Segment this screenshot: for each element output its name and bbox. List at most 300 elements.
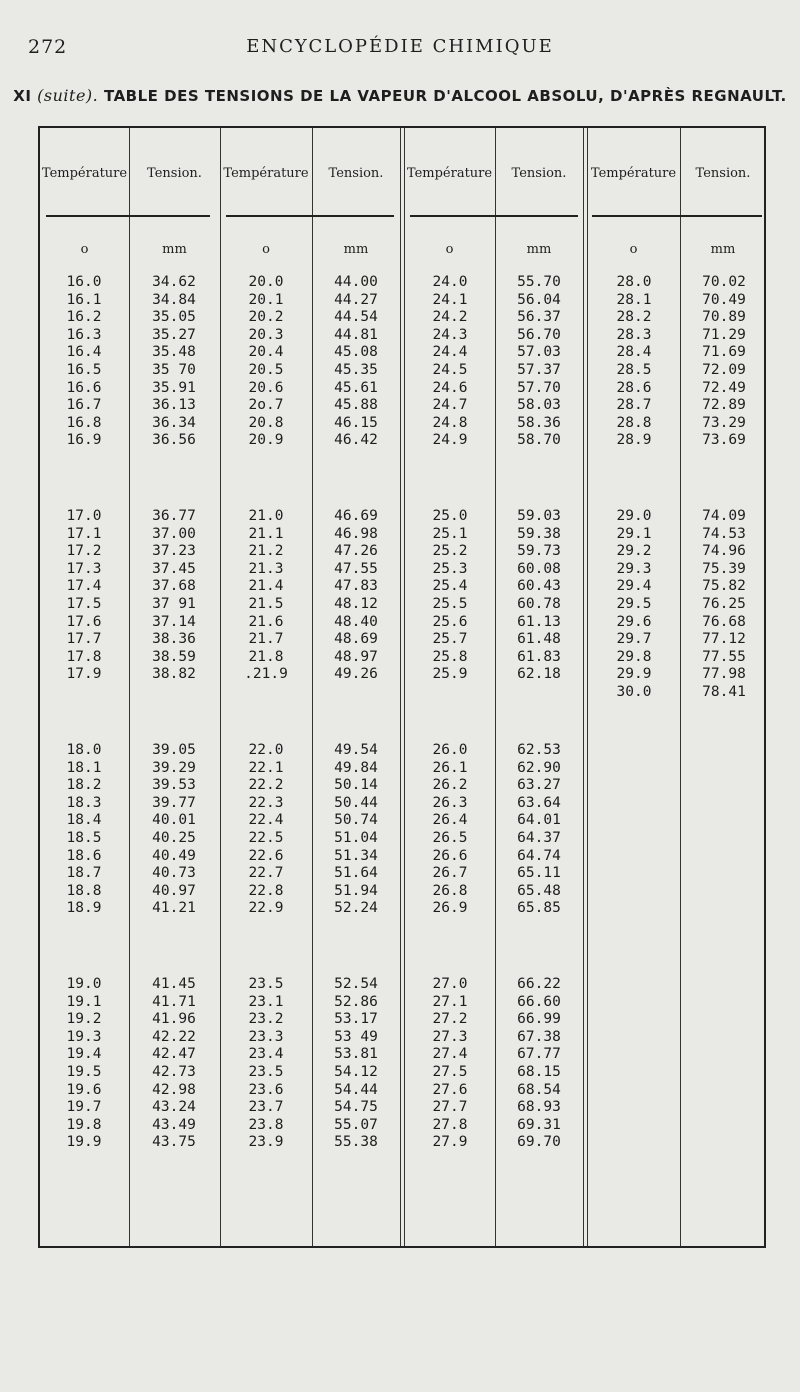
tension-cell: 44.00 — [334, 274, 378, 290]
tension-cell: 73.29 — [702, 414, 746, 431]
tension-cell: 39.77 — [152, 794, 196, 811]
tension-cell: 53.17 — [334, 1011, 378, 1028]
header-tension: Tension. — [511, 166, 567, 181]
tension-cell: 44.27 — [334, 291, 378, 308]
tension-cell: 65.48 — [517, 882, 561, 899]
temperature-cell: 27.1 — [432, 993, 468, 1010]
temperature-cell: 28.6 — [616, 379, 652, 396]
temperature-cell: 26.7 — [432, 865, 468, 882]
value-group — [686, 274, 762, 508]
temperature-cell: 22.3 — [248, 794, 284, 811]
temperature-cell: 20.8 — [248, 414, 284, 431]
tension-cell: 51.34 — [334, 847, 378, 864]
tension-cell: 44.81 — [334, 326, 378, 343]
tension-cell: 78.41 — [702, 683, 746, 700]
tension-cell: 45.61 — [334, 379, 378, 396]
value-group — [596, 976, 672, 1210]
temperature-cell: 19.7 — [66, 1099, 102, 1116]
value-group — [596, 274, 672, 508]
tension-cell: 41.71 — [152, 993, 196, 1010]
data-table — [38, 126, 766, 1248]
value-group — [318, 742, 394, 976]
value-group — [46, 976, 122, 1210]
tension-cell: 41.21 — [152, 900, 196, 917]
temperature-cell: 17.7 — [66, 631, 102, 648]
tension-cell: 40.49 — [152, 847, 196, 864]
tension-cell: 72.09 — [702, 361, 746, 378]
value-group — [318, 274, 394, 508]
temperature-cell: 16.9 — [66, 432, 102, 449]
temperature-cell: 22.9 — [248, 900, 284, 917]
tension-cell: 68.15 — [517, 1063, 561, 1080]
tension-cell: 54.44 — [334, 1081, 378, 1098]
tension-cell: 43.24 — [152, 1099, 196, 1116]
unit-degree: o — [629, 242, 638, 257]
tension-cell: 40.97 — [152, 882, 196, 899]
temperature-column — [412, 274, 488, 1210]
temperature-cell: 20.6 — [248, 379, 284, 396]
value-group — [501, 742, 577, 976]
tension-cell: 38.59 — [152, 648, 196, 665]
temperature-cell: 21.3 — [248, 560, 284, 577]
tension-cell: 42.98 — [152, 1081, 196, 1098]
tension-cell: 72.49 — [702, 379, 746, 396]
tension-cell: 37.23 — [152, 543, 196, 560]
temperature-cell: 28.1 — [616, 291, 652, 308]
tension-cell: 59.73 — [517, 543, 561, 560]
tension-cell: 62.90 — [517, 759, 561, 776]
tension-cell: 45.08 — [334, 344, 378, 361]
temperature-cell: 26.3 — [432, 794, 468, 811]
temperature-cell: .21.9 — [244, 666, 288, 683]
temperature-cell: 23.3 — [248, 1028, 284, 1045]
tension-cell: 60.78 — [517, 595, 561, 612]
tension-cell: 35.27 — [152, 326, 196, 343]
unit-mm: mm — [710, 242, 736, 257]
tension-cell: 71.69 — [702, 344, 746, 361]
temperature-cell: 17.3 — [66, 560, 102, 577]
temperature-cell: 25.8 — [432, 648, 468, 665]
value-group — [136, 508, 212, 742]
tension-cell: 60.08 — [517, 560, 561, 577]
tension-cell: 63.64 — [517, 794, 561, 811]
tension-cell: 44.54 — [334, 309, 378, 326]
tension-cell: 67.38 — [517, 1028, 561, 1045]
temperature-cell: 18.7 — [66, 865, 102, 882]
temperature-cell: 29.5 — [616, 595, 652, 612]
temperature-cell: 25.1 — [432, 525, 468, 542]
tension-column — [686, 274, 762, 1210]
unit-degree: o — [262, 242, 270, 257]
tension-cell: 64.74 — [517, 847, 561, 864]
value-group — [46, 742, 122, 976]
temperature-cell: 27.4 — [432, 1046, 468, 1063]
temperature-cell: 30.0 — [616, 683, 652, 700]
tension-cell: 52.24 — [334, 900, 378, 917]
temperature-cell: 25.2 — [432, 543, 468, 560]
tension-cell: 66.22 — [517, 976, 561, 992]
tension-cell: 66.60 — [517, 993, 561, 1010]
tension-cell: 41.96 — [152, 1011, 196, 1028]
temperature-cell: 20.4 — [248, 344, 284, 361]
temperature-column — [596, 274, 672, 1210]
tension-cell: 39.53 — [152, 777, 196, 794]
tension-cell: 59.38 — [517, 525, 561, 542]
temperature-cell: 25.4 — [432, 578, 468, 595]
tension-cell: 58.70 — [517, 432, 561, 449]
tension-cell: 55.07 — [334, 1116, 378, 1133]
header-tension: Tension. — [695, 166, 751, 181]
temperature-cell: 26.1 — [432, 759, 468, 776]
temperature-cell: 29.8 — [616, 648, 652, 665]
tension-cell: 62.53 — [517, 742, 561, 758]
tension-cell: 75.39 — [702, 560, 746, 577]
temperature-cell: 27.2 — [432, 1011, 468, 1028]
value-group — [501, 976, 577, 1210]
tension-cell: 48.40 — [334, 613, 378, 630]
temperature-cell: 23.5 — [248, 976, 284, 992]
tension-cell: 40.25 — [152, 829, 196, 846]
tension-cell: 46.69 — [334, 508, 378, 524]
tension-cell: 35.91 — [152, 379, 196, 396]
temperature-cell: 28.0 — [616, 274, 652, 290]
tension-cell: 52.54 — [334, 976, 378, 992]
temperature-cell: 27.8 — [432, 1116, 468, 1133]
value-group — [228, 742, 304, 976]
temperature-cell: 17.9 — [66, 666, 102, 683]
running-head: ENCYCLOPÉDIE CHIMIQUE — [246, 36, 554, 57]
tension-cell: 77.55 — [702, 648, 746, 665]
table-suite: (suite). — [37, 86, 99, 105]
tension-cell: 76.25 — [702, 595, 746, 612]
temperature-cell: 22.4 — [248, 812, 284, 829]
tension-cell: 49.26 — [334, 666, 378, 683]
temperature-cell: 17.6 — [66, 613, 102, 630]
tension-cell: 68.93 — [517, 1099, 561, 1116]
temperature-cell: 24.2 — [432, 309, 468, 326]
temperature-cell: 27.9 — [432, 1134, 468, 1151]
column-rule — [312, 128, 313, 1246]
value-group — [136, 976, 212, 1210]
header-rule — [46, 215, 210, 217]
tension-cell: 63.27 — [517, 777, 561, 794]
temperature-cell: 19.8 — [66, 1116, 102, 1133]
temperature-cell: 29.9 — [616, 666, 652, 683]
temperature-cell: 21.8 — [248, 648, 284, 665]
tension-cell: 65.11 — [517, 865, 561, 882]
temperature-cell: 28.7 — [616, 397, 652, 414]
temperature-cell: 26.9 — [432, 900, 468, 917]
temperature-cell: 25.3 — [432, 560, 468, 577]
temperature-cell: 18.3 — [66, 794, 102, 811]
tension-cell: 38.82 — [152, 666, 196, 683]
tension-cell: 54.12 — [334, 1063, 378, 1080]
tension-cell: 41.45 — [152, 976, 196, 992]
tension-column — [501, 274, 577, 1210]
tension-cell: 61.48 — [517, 631, 561, 648]
temperature-cell: 24.3 — [432, 326, 468, 343]
value-group — [228, 508, 304, 742]
temperature-cell: 23.8 — [248, 1116, 284, 1133]
tension-cell: 53.81 — [334, 1046, 378, 1063]
value-group — [46, 508, 122, 742]
temperature-cell: 25.5 — [432, 595, 468, 612]
tension-cell: 36.13 — [152, 397, 196, 414]
temperature-cell: 21.0 — [248, 508, 284, 524]
tension-cell: 46.42 — [334, 432, 378, 449]
tension-cell: 37.45 — [152, 560, 196, 577]
temperature-cell: 19.5 — [66, 1063, 102, 1080]
temperature-cell: 21.2 — [248, 543, 284, 560]
tension-cell: 56.37 — [517, 309, 561, 326]
tension-cell: 74.96 — [702, 543, 746, 560]
tension-cell: 37.14 — [152, 613, 196, 630]
tension-cell: 43.75 — [152, 1134, 196, 1151]
tension-cell: 73.69 — [702, 432, 746, 449]
temperature-column — [46, 274, 122, 1210]
value-group — [412, 976, 488, 1210]
temperature-cell: 22.1 — [248, 759, 284, 776]
tension-cell: 34.62 — [152, 274, 196, 290]
tension-cell: 35.05 — [152, 309, 196, 326]
header-rule — [226, 215, 394, 217]
temperature-cell: 16.5 — [66, 361, 102, 378]
tension-cell: 36.56 — [152, 432, 196, 449]
temperature-cell: 18.0 — [66, 742, 102, 758]
temperature-cell: 16.8 — [66, 414, 102, 431]
tension-column — [136, 274, 212, 1210]
tension-cell: 75.82 — [702, 578, 746, 595]
value-group — [686, 742, 762, 976]
temperature-cell: 17.4 — [66, 578, 102, 595]
temperature-cell: 20.2 — [248, 309, 284, 326]
temperature-cell: 29.6 — [616, 613, 652, 630]
temperature-column — [228, 274, 304, 1210]
column-rule — [220, 128, 221, 1246]
temperature-cell: 29.1 — [616, 525, 652, 542]
tension-cell: 34.84 — [152, 291, 196, 308]
unit-mm: mm — [526, 242, 552, 257]
tension-cell: 36.34 — [152, 414, 196, 431]
temperature-cell: 24.9 — [432, 432, 468, 449]
temperature-cell: 29.4 — [616, 578, 652, 595]
tension-cell: 55.70 — [517, 274, 561, 290]
tension-cell: 67.77 — [517, 1046, 561, 1063]
temperature-cell: 19.4 — [66, 1046, 102, 1063]
temperature-cell: 17.5 — [66, 595, 102, 612]
tension-cell: 35 70 — [152, 361, 196, 378]
temperature-cell: 27.0 — [432, 976, 468, 992]
temperature-cell: 21.5 — [248, 595, 284, 612]
tension-cell: 42.22 — [152, 1028, 196, 1045]
temperature-cell: 24.8 — [432, 414, 468, 431]
temperature-cell: 23.7 — [248, 1099, 284, 1116]
temperature-cell: 19.1 — [66, 993, 102, 1010]
temperature-cell: 16.7 — [66, 397, 102, 414]
tension-cell: 49.84 — [334, 759, 378, 776]
group-rule — [583, 128, 584, 1246]
temperature-cell: 25.6 — [432, 613, 468, 630]
page-number: 272 — [28, 36, 68, 58]
temperature-cell: 27.7 — [432, 1099, 468, 1116]
tension-cell: 37 91 — [152, 595, 196, 612]
tension-cell: 61.13 — [517, 613, 561, 630]
temperature-cell: 19.9 — [66, 1134, 102, 1151]
tension-cell: 49.54 — [334, 742, 378, 758]
temperature-cell: 17.8 — [66, 648, 102, 665]
value-group — [412, 508, 488, 742]
temperature-cell: 18.5 — [66, 829, 102, 846]
temperature-cell: 26.4 — [432, 812, 468, 829]
tension-cell: 61.83 — [517, 648, 561, 665]
tension-cell: 64.37 — [517, 829, 561, 846]
temperature-cell: 22.5 — [248, 829, 284, 846]
tension-cell: 60.43 — [517, 578, 561, 595]
tension-column — [318, 274, 394, 1210]
temperature-cell: 24.5 — [432, 361, 468, 378]
tension-cell: 74.09 — [702, 508, 746, 524]
tension-cell: 40.73 — [152, 865, 196, 882]
temperature-cell: 18.4 — [66, 812, 102, 829]
temperature-cell: 23.9 — [248, 1134, 284, 1151]
temperature-cell: 28.5 — [616, 361, 652, 378]
unit-mm: mm — [162, 242, 187, 257]
tension-cell: 51.94 — [334, 882, 378, 899]
unit-degree: o — [445, 242, 454, 257]
temperature-cell: 23.2 — [248, 1011, 284, 1028]
tension-cell: 51.04 — [334, 829, 378, 846]
tension-cell: 38.36 — [152, 631, 196, 648]
temperature-cell: 28.8 — [616, 414, 652, 431]
group-rule — [400, 128, 401, 1246]
tension-cell: 50.74 — [334, 812, 378, 829]
tension-cell: 37.00 — [152, 525, 196, 542]
temperature-cell: 20.3 — [248, 326, 284, 343]
temperature-cell: 22.7 — [248, 865, 284, 882]
header-rule — [410, 215, 578, 217]
temperature-cell: 18.6 — [66, 847, 102, 864]
temperature-cell: 28.4 — [616, 344, 652, 361]
tension-cell: 55.38 — [334, 1134, 378, 1151]
table-number: XI — [13, 87, 32, 105]
temperature-cell: 27.6 — [432, 1081, 468, 1098]
tension-cell: 58.03 — [517, 397, 561, 414]
tension-cell: 70.02 — [702, 274, 746, 290]
unit-degree: o — [80, 242, 89, 257]
value-group — [412, 274, 488, 508]
tension-cell: 76.68 — [702, 613, 746, 630]
temperature-cell: 24.6 — [432, 379, 468, 396]
header-temperature: Température — [590, 166, 677, 181]
tension-cell: 72.89 — [702, 397, 746, 414]
header-temperature: Température — [406, 166, 493, 181]
value-group — [228, 976, 304, 1210]
temperature-cell: 26.2 — [432, 777, 468, 794]
temperature-cell: 29.2 — [616, 543, 652, 560]
tension-cell: 71.29 — [702, 326, 746, 343]
tension-cell: 56.04 — [517, 291, 561, 308]
table-title-text: TABLE DES TENSIONS DE LA VAPEUR D'ALCOOL ABSOLU, D'APRÈS REGNAULT. — [104, 87, 787, 105]
header-temperature: Température — [41, 166, 128, 181]
tension-cell: 47.55 — [334, 560, 378, 577]
tension-cell: 47.83 — [334, 578, 378, 595]
tension-cell: 59.03 — [517, 508, 561, 524]
temperature-cell: 20.0 — [248, 274, 284, 290]
temperature-cell: 24.7 — [432, 397, 468, 414]
tension-cell: 46.98 — [334, 525, 378, 542]
tension-cell: 50.14 — [334, 777, 378, 794]
tension-cell: 62.18 — [517, 666, 561, 683]
temperature-cell: 18.1 — [66, 759, 102, 776]
temperature-cell: 23.6 — [248, 1081, 284, 1098]
tension-cell: 45.88 — [334, 397, 378, 414]
temperature-cell: 24.0 — [432, 274, 468, 290]
tension-cell: 43.49 — [152, 1116, 196, 1133]
temperature-cell: 23.5 — [248, 1063, 284, 1080]
tension-cell: 58.36 — [517, 414, 561, 431]
tension-cell: 48.97 — [334, 648, 378, 665]
header-tension: Tension. — [147, 166, 202, 181]
temperature-cell: 25.9 — [432, 666, 468, 683]
tension-cell: 39.05 — [152, 742, 196, 758]
temperature-cell: 28.9 — [616, 432, 652, 449]
temperature-cell: 19.6 — [66, 1081, 102, 1098]
temperature-cell: 18.2 — [66, 777, 102, 794]
temperature-cell: 17.1 — [66, 525, 102, 542]
temperature-cell: 21.4 — [248, 578, 284, 595]
value-group — [46, 274, 122, 508]
tension-cell: 50.44 — [334, 794, 378, 811]
tension-cell: 42.73 — [152, 1063, 196, 1080]
temperature-cell: 16.1 — [66, 291, 102, 308]
temperature-cell: 25.7 — [432, 631, 468, 648]
temperature-cell: 22.2 — [248, 777, 284, 794]
temperature-cell: 25.0 — [432, 508, 468, 524]
temperature-cell: 29.0 — [616, 508, 652, 524]
tension-cell: 52.86 — [334, 993, 378, 1010]
value-group — [228, 274, 304, 508]
tension-cell: 66.99 — [517, 1011, 561, 1028]
value-group — [136, 742, 212, 976]
header-rule — [592, 215, 762, 217]
temperature-cell: 26.8 — [432, 882, 468, 899]
temperature-cell: 22.8 — [248, 882, 284, 899]
tension-cell: 69.31 — [517, 1116, 561, 1133]
tension-cell: 51.64 — [334, 865, 378, 882]
temperature-cell: 26.0 — [432, 742, 468, 758]
tension-cell: 74.53 — [702, 525, 746, 542]
temperature-cell: 29.3 — [616, 560, 652, 577]
temperature-cell: 22.6 — [248, 847, 284, 864]
temperature-cell: 18.8 — [66, 882, 102, 899]
tension-cell: 48.12 — [334, 595, 378, 612]
tension-cell: 68.54 — [517, 1081, 561, 1098]
tension-cell: 35.48 — [152, 344, 196, 361]
temperature-cell: 24.1 — [432, 291, 468, 308]
tension-cell: 57.70 — [517, 379, 561, 396]
tension-cell: 69.70 — [517, 1134, 561, 1151]
temperature-cell: 23.4 — [248, 1046, 284, 1063]
temperature-cell: 18.9 — [66, 900, 102, 917]
temperature-cell: 26.5 — [432, 829, 468, 846]
value-group — [596, 742, 672, 976]
tension-cell: 77.98 — [702, 666, 746, 683]
value-group — [501, 508, 577, 742]
tension-cell: 37.68 — [152, 578, 196, 595]
tension-cell: 56.70 — [517, 326, 561, 343]
value-group — [318, 976, 394, 1210]
tension-cell: 64.01 — [517, 812, 561, 829]
